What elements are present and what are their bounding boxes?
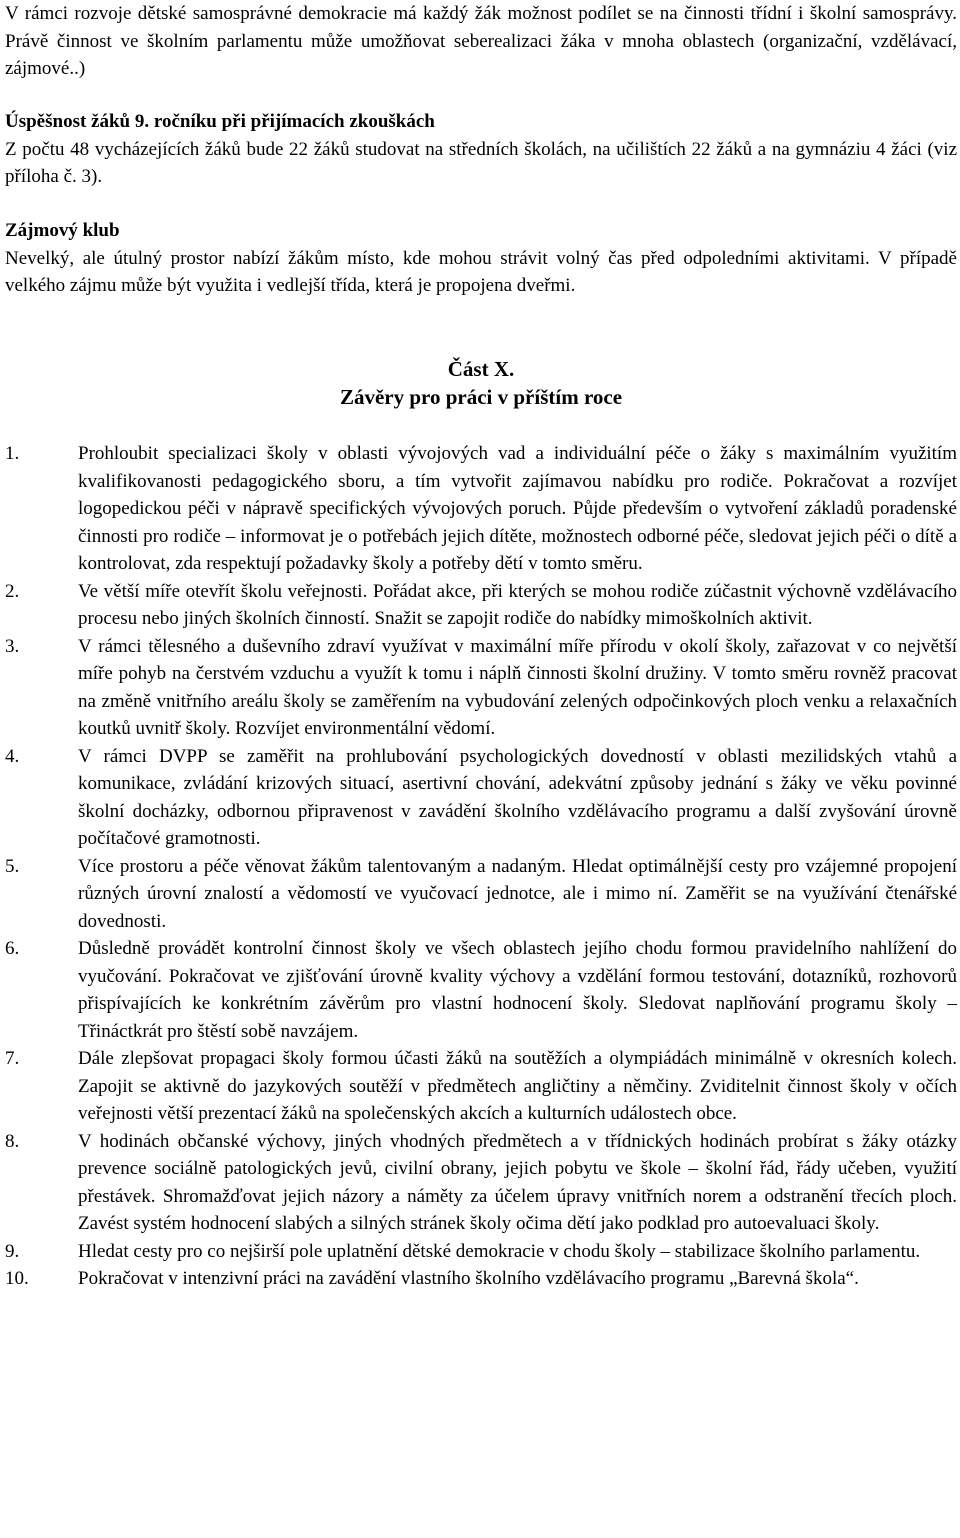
list-item-number: 6. bbox=[5, 938, 20, 959]
list-item-text: Hledat cesty pro co nejširší pole uplatnění dětské demokracie v chodu školy – stabilizace školního parlamentu. bbox=[78, 1240, 921, 1262]
list-item-number: 2. bbox=[5, 580, 20, 602]
success-paragraph: Z počtu 48 vycházejících žáků bude 22 žáků studovat na středních školách, na učilištích 22 žáků a na gymnáziu 4 žáci (viz příloha č. 3). bbox=[5, 138, 957, 187]
list-item-number: 4. bbox=[5, 745, 20, 767]
list-item bbox=[5, 633, 957, 743]
list-item-text: Dále zlepšovat propagaci školy formou účasti žáků na soutěžích a olympiádách minimálně v okresních kolech. Zapojit se aktivně do jazykových soutěží v předmětech angličtiny a němčiny. Zviditelnit činnost školy v očích veřejnosti větší prezentací žáků na společenských akcích a kulturních událostech obce. bbox=[78, 1048, 957, 1124]
club-paragraph: Nevelký, ale útulný prostor nabízí žákům místo, kde mohou strávit volný čas před odpoledními aktivitami. V případě velkého zájmu může být využita i vedlejší třída, která je propojena dveřmi. bbox=[5, 247, 957, 296]
list-item-text: Prohloubit specializaci školy v oblasti vývojových vad a individuální péče o žáky s maximálním využitím kvalifikovanosti pedagogického sboru, a tím vytvořit zajímavou nabídku pro rodiče. Pokračovat a rozvíjet logopedickou péči v nápravě specifických vývojových poruch. Půjde především o vytvoření základů poradenské činnosti pro rodiče – informovat je o potřebách jejich dítěte, možnostech odborné péče, sledovat jejich péči o dítě a kontrolovat, zda respektují požadavky školy a potřeby dětí v tomto směru. bbox=[78, 443, 957, 574]
list-item bbox=[5, 440, 957, 578]
list-item-text: Ve větší míře otevřít školu veřejnosti. Pořádat akce, při kterých se mohou rodiče zúčastnit výchovně vzdělávacího procesu nebo jiných školních činností. Snažit se zapojit rodiče do nabídky mimoškolních aktivit. bbox=[78, 580, 957, 629]
list-item-number: 8. bbox=[5, 1130, 20, 1152]
success-heading: Úspěšnost žáků 9. ročníku při přijímacích zkouškách bbox=[5, 111, 435, 132]
list-item-number: 3. bbox=[5, 635, 20, 657]
list-item-number: 1. bbox=[5, 443, 20, 464]
part-heading-block bbox=[5, 355, 957, 411]
club-section bbox=[5, 217, 957, 300]
list-item-number: 5. bbox=[5, 855, 20, 877]
list-item bbox=[5, 1265, 957, 1293]
list-item bbox=[5, 935, 957, 1045]
list-item bbox=[5, 578, 957, 633]
success-section bbox=[5, 108, 957, 191]
list-item-text: V rámci DVPP se zaměřit na prohlubování psychologických dovedností v oblasti mezilidských vtahů a komunikace, zvládání krizových situací, asertivní chování, adekvátní způsoby jednání s žáky ve věku povinné školní docházky, odbornou připravenost v zavádění školního vzdělávacího programu a další zvyšování úrovně počítačové gramotnosti. bbox=[78, 745, 957, 849]
list-item-number: 9. bbox=[5, 1240, 20, 1262]
part-title: Závěry pro práci v příštím roce bbox=[339, 385, 623, 409]
list-item-number: 10. bbox=[5, 1268, 29, 1289]
intro-block bbox=[5, 0, 957, 83]
list-item-text: V hodinách občanské výchovy, jiných vhodných předmětech a v třídnických hodinách probírat s žáky otázky prevence sociálně patologických jevů, civilní obrany, jejich pobytu ve škole – školní řád, řády učeben, využití přestávek. Shromažďovat jejich názory a náměty za účelem úpravy vnitřních norem a odstranění třecích ploch. Zavést systém hodnocení slabých a silných stránek školy očima dětí jako podklad pro autoevaluaci školy. bbox=[78, 1130, 957, 1234]
list-item-text: Více prostoru a péče věnovat žákům talentovaným a nadaným. Hledat optimálnější cesty pro vzájemné propojení různých úrovní znalostí a vědomostí ve vyučovací jednotce, ale i mimo ní. Zaměřit se na využívání čtenářské dovednosti. bbox=[78, 855, 957, 932]
intro-paragraph: V rámci rozvoje dětské samosprávné demokracie má každý žák možnost podílet se na činnosti třídní i školní samosprávy. Právě činnost ve školním parlamentu může umožňovat seberealizaci žáka v mnoha oblastech (organizační, vzdělávací, zájmové..) bbox=[5, 3, 957, 79]
list-item-text: Důsledně provádět kontrolní činnost školy ve všech oblastech jejího chodu formou pravidelního nahlížení do vyučování. Pokračovat ve zjišťování úrovně kvality výchovy a vzdělání formou testování, dotazníků, rozhovorů přispívajících ke konkrétním závěrům pro vlastní hodnocení školy. Sledovat naplňování programu školy – Třináctkrát pro štěstí sobě navzájem. bbox=[78, 938, 957, 1042]
list-item-number: 7. bbox=[5, 1048, 20, 1069]
part-label: Část X. bbox=[447, 357, 515, 381]
list-item bbox=[5, 1045, 957, 1128]
list-item-text: Pokračovat v intenzivní práci na zavádění vlastního školního vzdělávacího programu „Barevná škola“. bbox=[78, 1268, 859, 1289]
club-heading: Zájmový klub bbox=[5, 220, 120, 241]
list-item bbox=[5, 853, 957, 936]
list-item bbox=[5, 743, 957, 853]
conclusions-list bbox=[5, 440, 957, 1293]
list-item bbox=[5, 1128, 957, 1238]
list-item bbox=[5, 1238, 957, 1266]
list-item-text: V rámci tělesného a duševního zdraví využívat v maximální míře přírodu v okolí školy, zařazovat v co největší míře pohyb na čerstvém vzduchu a využít k tomu i náplň činnosti školní družiny. V tomto směru rovněž pracovat na změně vnitřního areálu školy se zaměřením na vybudování zelených odpočinkových ploch venku a relaxačních koutků uvnitř školy. Rozvíjet environmentální vědomí. bbox=[78, 635, 957, 739]
